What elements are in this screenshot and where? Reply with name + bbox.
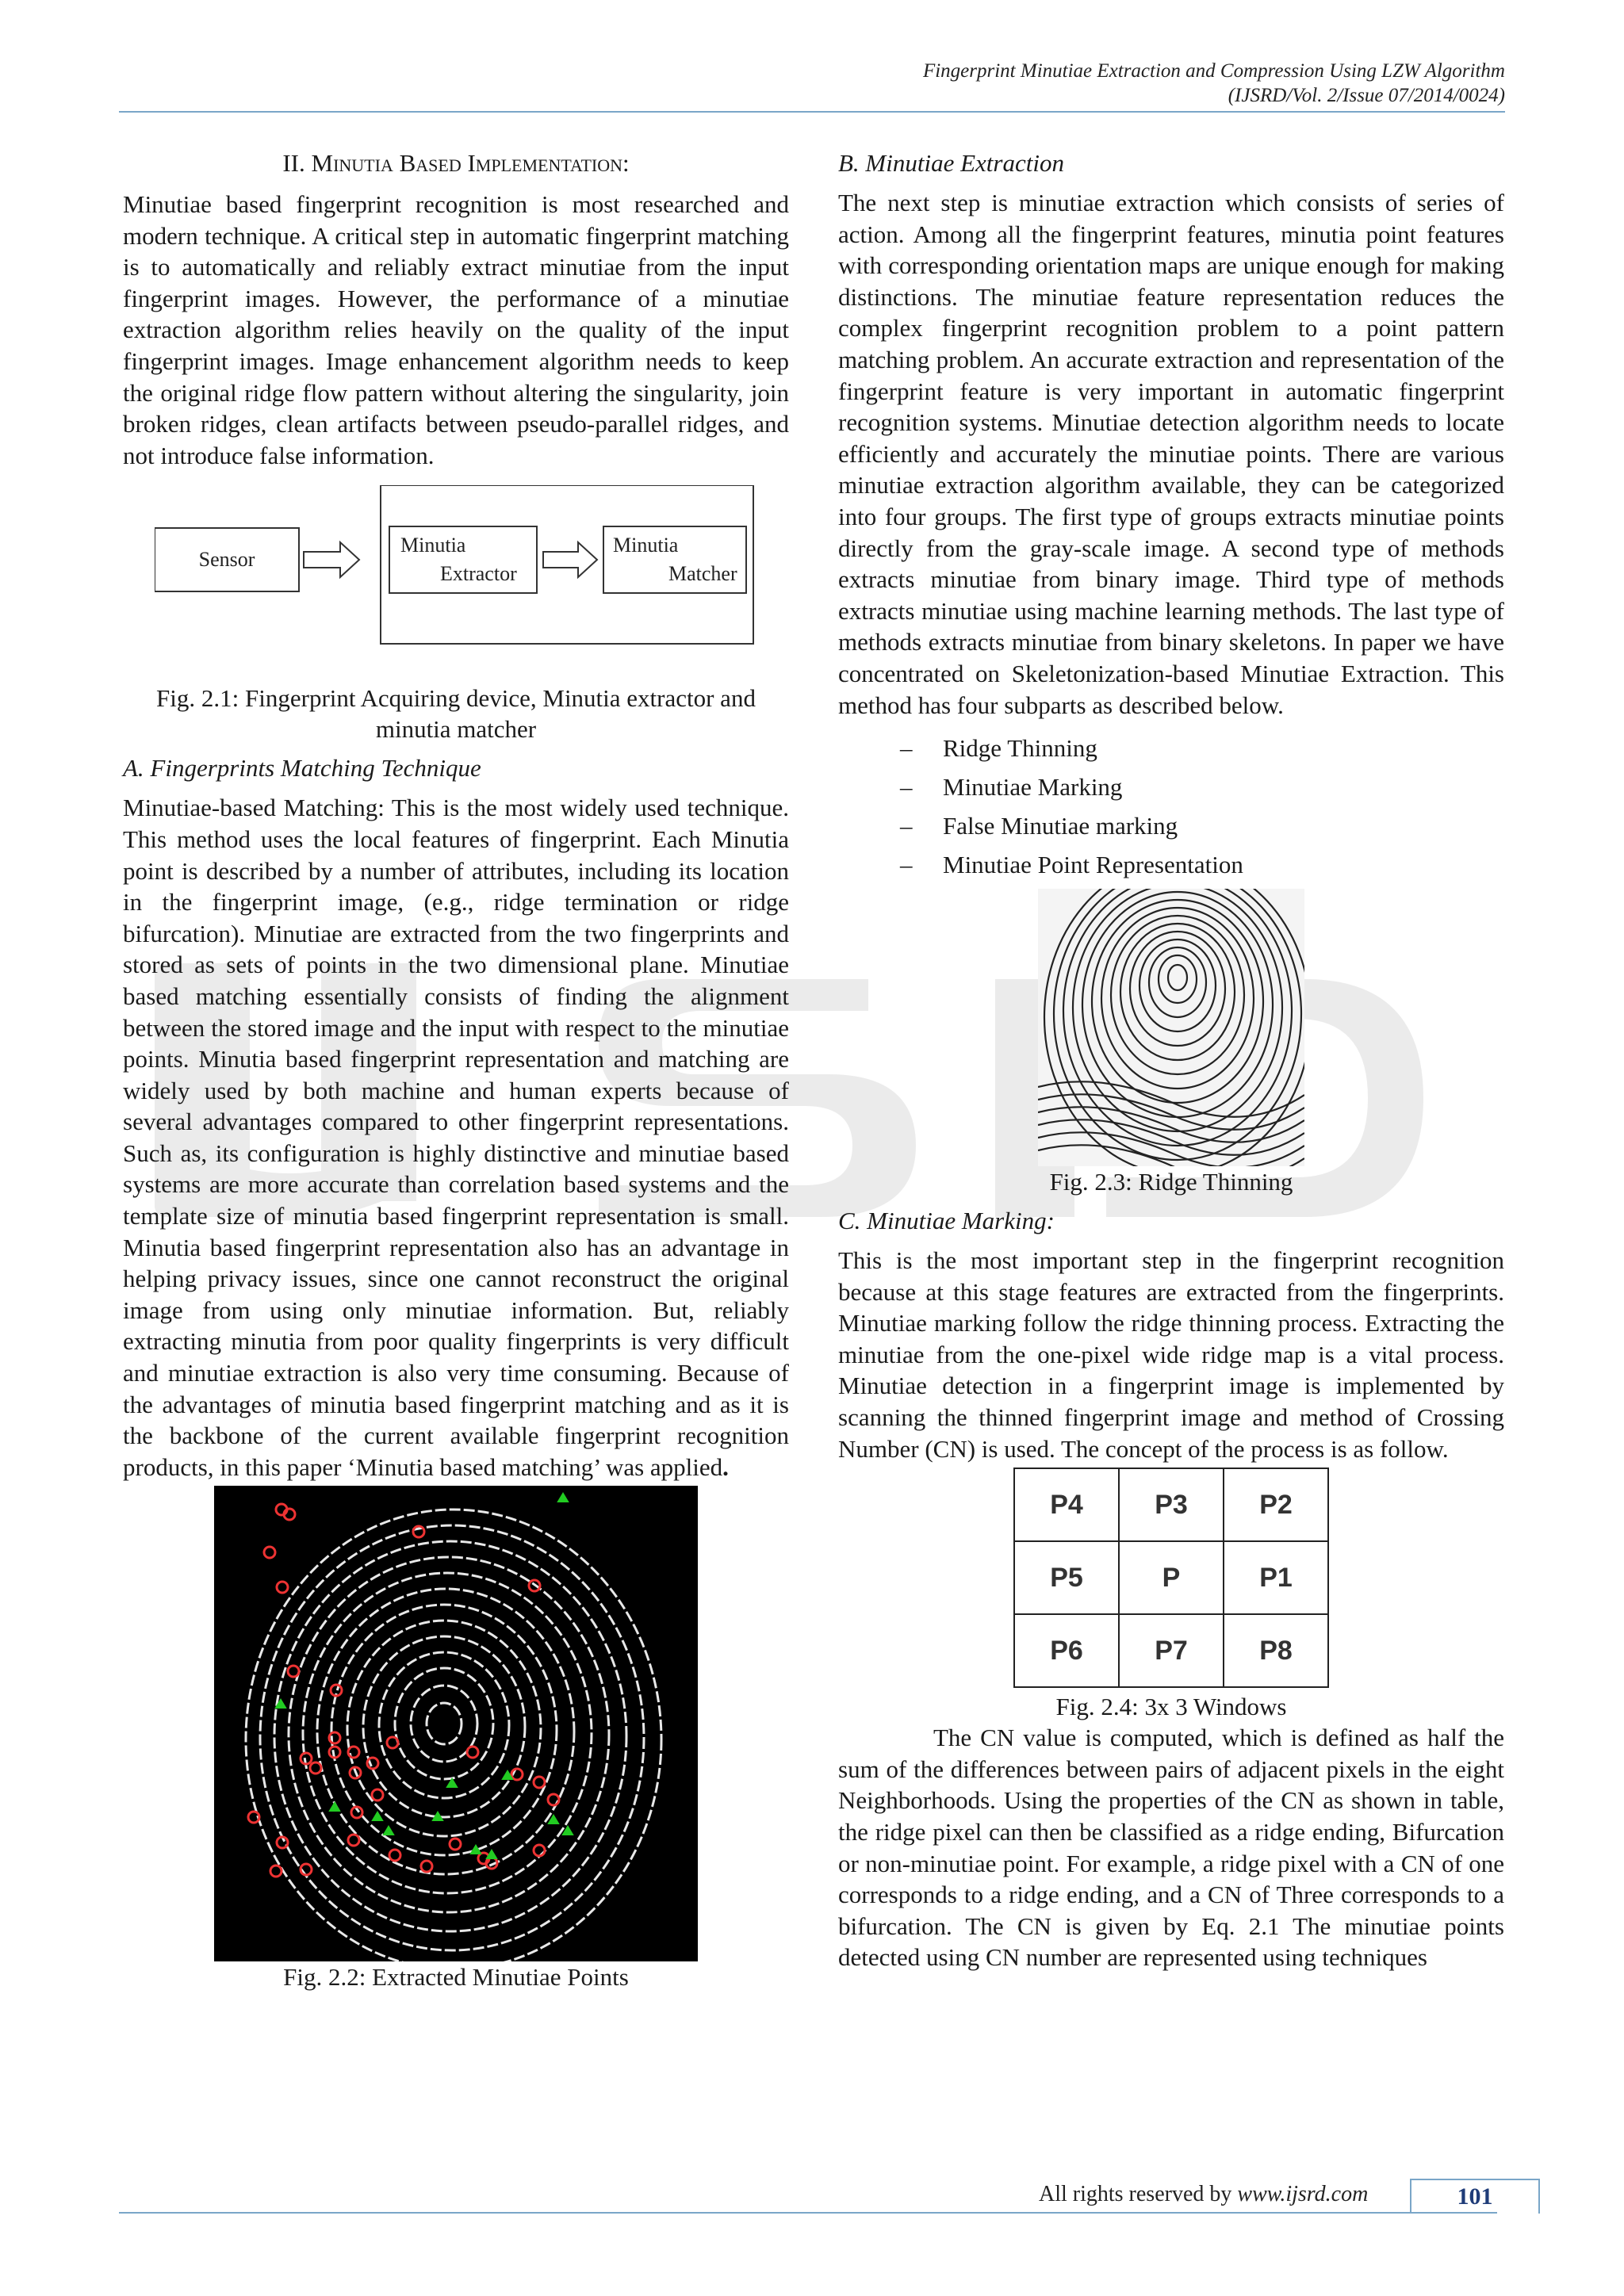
running-header [923,59,1505,108]
figure-2-3-caption: Fig. 2.3: Ridge Thinning [1049,1168,1293,1196]
grid-cell-p5: P5 [1014,1541,1119,1614]
list-dash: – [900,812,913,840]
subsection-c-heading: C. Minutiae Marking: [838,1207,1055,1235]
cn-paragraph: The CN value is computed, which is defined as half the sum of the differences between pairs of adjacent pixels in the eight Neighborhoods. Using the properties of the CN as shown in table, the ridge pixel can then be classified as a ridge ending, Bifurcation or non-minutiae point. For example, a ridge pixel with a CN of one corresponds to a ridge ending, and a CN of Three corresponds to a bifurcation. The CN is given by Eq. 2.1 The minutiae points detected using CN number are represented using techniques [838,1724,1504,1972]
sensor-label: Sensor [198,548,255,572]
subsection-b-heading: B. Minutiae Extraction [838,149,1064,177]
subsection-a-heading: A. Fingerprints Matching Technique [123,754,481,783]
list-item [838,767,1504,806]
matching-paragraph-text: Minutiae-based Matching: This is the most widely used technique. This method uses the local features of fingerprint. Each Minutia point is described by a number of attributes, including its location in the fingerprint image, (e.g., ridge termination or ridge bifurcation). Minutiae are extracted from the two fingerprints and stored as sets of points in the two dimensional plane. Minutiae based matching essentially consists of finding the alignment between the stored image and the input with respect to the minutiae points. Minutia based fingerprint representation and matching are widely used by both machine and human experts because of several advantages compared to other fingerprint representations. Such as, its configuration is highly distinctive and minutiae based systems are more accurate than correlation based systems and the template size of minutia based fingerprint representation is small. Minutia based fingerprint representation also has an advantage in helping privacy issues, since one cannot reconstruct the original image from using only minutiae information. But, reliably extracting minutia from poor quality fingerprints is very difficult and minutiae extraction is also very time consuming. Because of the advantages of minutia based fingerprint matching and as it is the backbone of the current available fingerprint recognition products, in this paper ‘Minutia based matching’ was applied [123,794,789,1481]
header-rule [119,111,1505,113]
footer-rights-text: All rights reserved by [1039,2182,1232,2206]
footer-site-link[interactable]: www.ijsrd.com [1237,2182,1369,2206]
figure-2-2-minutiae-image [214,1486,698,1961]
list-item-text: False Minutiae marking [943,812,1178,840]
page-number: 101 [1410,2179,1540,2214]
cn-window-grid [1013,1468,1329,1688]
extraction-paragraph: The next step is minutiae extraction which consists of series of action. Among all the fingerprint features, minutia point features with corresponding orientation maps are unique enough for making distinctions. The minutiae feature representation reduces the complex fingerprint recognition problem to a point pattern matching problem. An accurate extraction and representation of the fingerprint feature is very important in automatic fingerprint recognition systems. Minutiae detection algorithm needs to locate efficiently and accurately the minutiae points. There are various minutiae extraction algorithm available, they can be categorized into four groups. The first type of groups extracts minutiae points directly from the gray-scale image. A second type of methods extracts minutiae from binary image. Third type of methods extracts minutiae using machine learning methods. The last type of methods extracts minutiae from binary skeletons. In paper we have concentrated on Skeletonization-based Minutiae Extraction. This method has four subparts as described below. [838,189,1504,719]
matcher-label-1: Minutia [613,534,679,557]
extractor-label-1: Minutia [400,534,466,557]
list-dash: – [900,734,913,763]
footer-rights [1039,2182,1368,2207]
grid-cell-p6: P6 [1014,1614,1119,1687]
list-dash: – [900,851,913,879]
list-item [838,806,1504,845]
list-item-text: Minutiae Marking [943,773,1123,802]
extractor-label-2: Extractor [440,562,517,586]
grid-cell-p7: P7 [1119,1614,1224,1687]
header-line-2: (IJSRD/Vol. 2/Issue 07/2014/0024) [1228,85,1505,106]
left-column [123,143,789,1992]
list-item [838,729,1504,767]
figure-2-1-block-diagram [155,485,789,660]
grid-cell-p4: P4 [1014,1468,1119,1541]
figure-2-2-caption: Fig. 2.2: Extracted Minutiae Points [283,1963,629,1992]
grid-cell-p: P [1119,1541,1224,1614]
grid-cell-p2: P2 [1224,1468,1328,1541]
matching-paragraph [123,792,789,1483]
figure-2-1-caption: Fig. 2.1: Fingerprint Acquiring device, Minutia extractor and minutia matcher [156,684,756,744]
subparts-list [838,729,1504,884]
marking-paragraph: This is the most important step in the fingerprint recognition because at this stage features are extracted from the fingerprints. Minutiae marking follow the ridge thinning process. Extracting the minutiae from the one-pixel wide ridge map is a vital process. Minutiae detection in a fingerprint image is implemented by scanning the thinned fingerprint image and method of Crossing Number (CN) is used. The concept of the process is as follow. [838,1246,1504,1463]
right-column [838,143,1504,1973]
matcher-label-2: Matcher [668,562,737,586]
figure-2-3-ridge-thinning-image [1038,889,1304,1166]
figure-2-4-caption: Fig. 2.4: 3x 3 Windows [1055,1693,1287,1721]
header-line-1: Fingerprint Minutiae Extraction and Compression Using LZW Algorithm [922,60,1505,82]
grid-cell-p8: P8 [1224,1614,1328,1687]
grid-cell-p3: P3 [1119,1468,1224,1541]
list-item [838,845,1504,884]
section-heading [123,147,789,179]
matching-paragraph-end: . [722,1452,729,1481]
list-item-text: Ridge Thinning [943,734,1097,763]
section-title: Minutia Based Implementation: [311,149,630,177]
intro-paragraph: Minutiae based fingerprint recognition is most researched and modern technique. A critical step in automatic fingerprint matching is to automatically and reliably extract minutiae from the input fingerprint images. However, the performance of a minutiae extraction algorithm relies heavily on the quality of the input fingerprint images. Image enhancement algorithm needs to keep the original ridge flow pattern without altering the singularity, join broken ridges, clean artifacts between pseudo-parallel ridges, and not introduce false information. [123,190,789,469]
section-number: II. [282,149,305,177]
list-item-text: Minutiae Point Representation [943,851,1243,879]
list-dash: – [900,773,913,802]
grid-cell-p1: P1 [1224,1541,1328,1614]
footer-rule [119,2212,1497,2214]
